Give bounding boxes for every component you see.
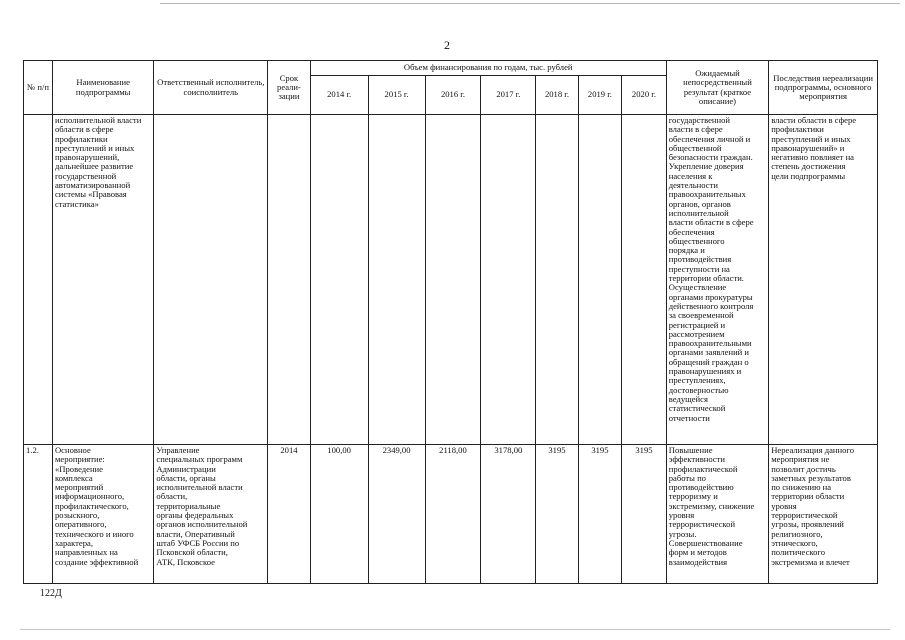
consequences: Нереализация данного мероприятия не позволит достичь заметных результатов по снижению на территории области уровня террористической угрозы, проявлений религиозного, этнического, политического экстремизма и влечет (769, 445, 878, 584)
funding-value (536, 115, 578, 445)
executor: Управление специальных программ Администрации области, органы исполнительной власти области, территориальные органы федеральных органов исполнительной власти, Оперативный штаб УФСБ России по Псковской области, АТК, Псковское (154, 445, 268, 584)
header-year: 2016 г. (425, 76, 481, 115)
subprogram-name: Основное мероприятие: «Проведение комплекса мероприятий информационного, профилактического, розыскного, оперативного, технического и иного характера, направленных на создание эффективной (52, 445, 153, 584)
term: 2014 (268, 445, 310, 584)
expected-result: Повышение эффективности профилактической работы по противодействию терроризму и экстремизму, снижение уровня террористической угрозы. Совершенствование форм и методов взаимодействия (666, 445, 768, 584)
funding-value (578, 115, 621, 445)
header-num: № п/п (24, 61, 53, 115)
header-funding: Объем финансирования по годам, тыс. рублей (310, 61, 666, 76)
consequences: власти области в сфере профилактики преступлений и иных правонарушений» и негативно повлияет на степень достижения цели подпрограммы (769, 115, 878, 445)
funding-value: 100,00 (310, 445, 368, 584)
funding-value: 2349,00 (368, 445, 425, 584)
table-row (24, 115, 878, 445)
header-year: 2019 г. (578, 76, 621, 115)
page-number: 2 (444, 38, 450, 52)
funding-value (481, 115, 536, 445)
document-code: 122Д (40, 588, 62, 599)
term (268, 115, 310, 445)
header-expected-result: Ожидаемый непосредственный результат (краткое описание) (666, 61, 768, 115)
funding-value (622, 115, 667, 445)
funding-value: 3195 (578, 445, 621, 584)
funding-value (310, 115, 368, 445)
header-year: 2018 г. (536, 76, 578, 115)
header-year: 2020 г. (622, 76, 667, 115)
scan-artifact-bottom (20, 629, 890, 630)
header-year: 2015 г. (368, 76, 425, 115)
header-term: Срок реали-зации (268, 61, 310, 115)
funding-value (368, 115, 425, 445)
funding-value: 3178,00 (481, 445, 536, 584)
header-executor: Ответственный исполнитель, соисполнитель (154, 61, 268, 115)
funding-value: 2118,00 (425, 445, 481, 584)
header-year: 2014 г. (310, 76, 368, 115)
header-year: 2017 г. (481, 76, 536, 115)
row-number (24, 115, 53, 445)
row-number: 1.2. (24, 445, 53, 584)
funding-value: 3195 (536, 445, 578, 584)
funding-value: 3195 (622, 445, 667, 584)
executor (154, 115, 268, 445)
subprogram-name: исполнительной власти области в сфере профилактики преступлений и иных правонарушений, дальнейшее развитие государственной автоматизированной системы «Правовая статистика» (52, 115, 153, 445)
header-row-top (24, 61, 878, 76)
funding-value (425, 115, 481, 445)
table-row (24, 445, 878, 584)
header-consequences: Последствия нереализации подпрограммы, основного мероприятия (769, 61, 878, 115)
header-subprogram-name: Наименование подпрограммы (52, 61, 153, 115)
scan-artifact-top (160, 3, 900, 4)
expected-result: государственной власти в сфере обеспечения личной и общественной безопасности граждан. Укрепление доверия населения к деятельности правоохранительных органов, органов исполнительной власти области в сфере обеспечения общественного порядка и противодействия преступности на территории области. Осуществление органами прокуратуры действенного контроля за своевременной регистрацией и рассмотрением правоохранительными органами заявлений и обращений граждан о правонарушениях и преступлениях, достоверностью ведущейся статистической отчетности (666, 115, 768, 445)
program-table (23, 60, 878, 584)
